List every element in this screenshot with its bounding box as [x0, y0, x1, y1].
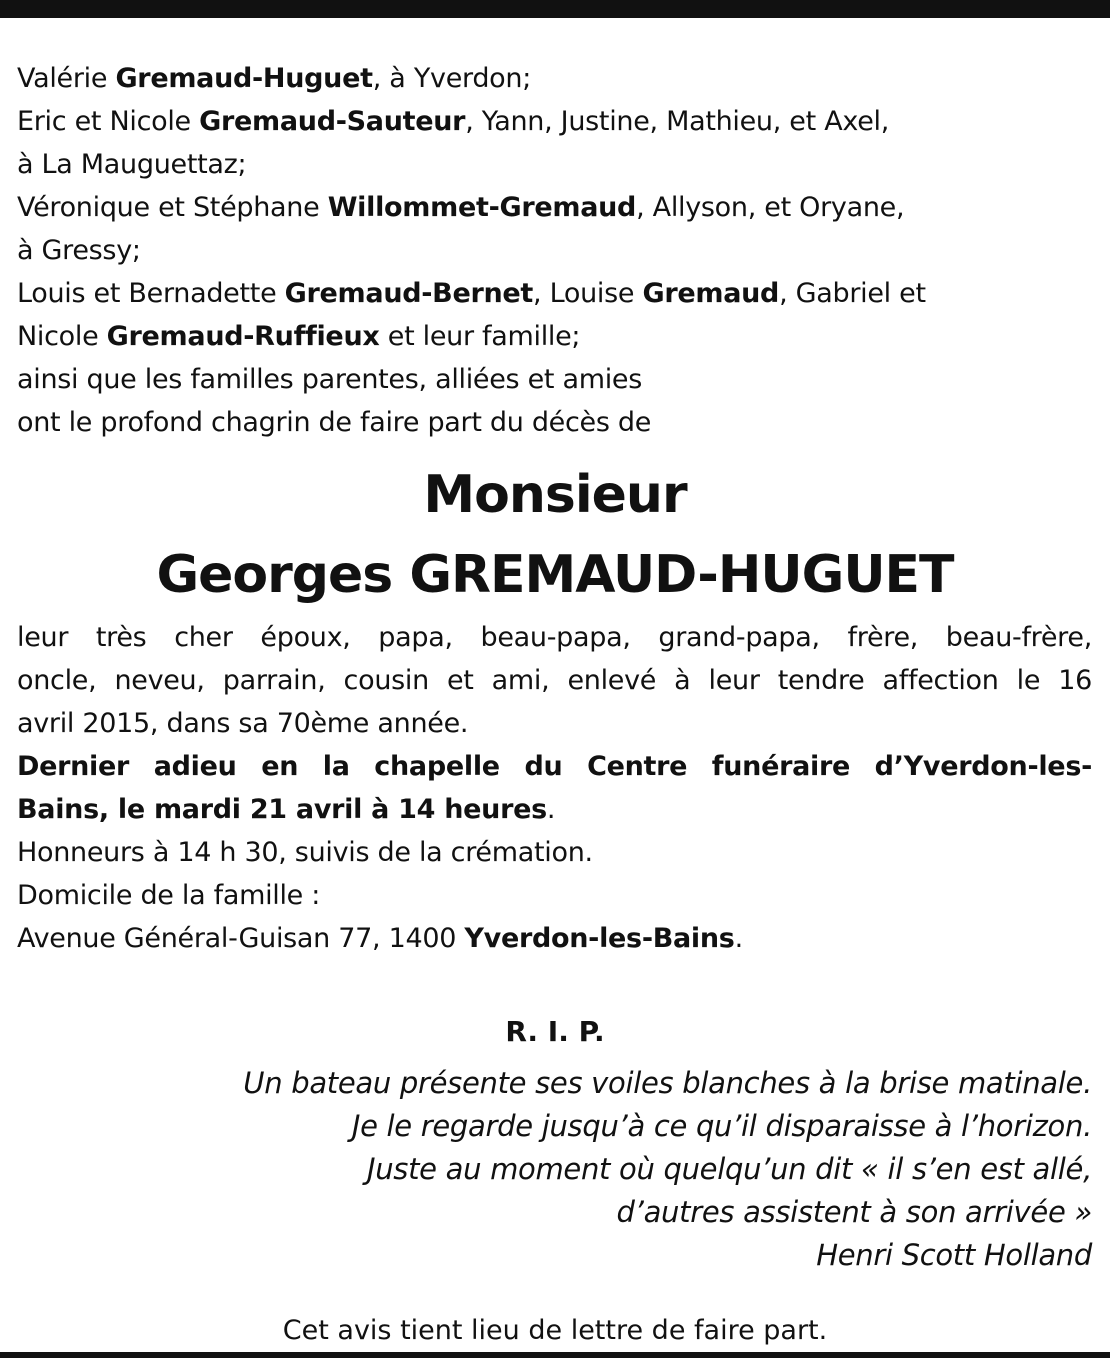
family-line	[17, 100, 1092, 143]
family-surname: Gremaud-Bernet	[284, 278, 534, 309]
address-text: Avenue Général-Guisan 77, 1400	[17, 923, 465, 954]
ceremony-line	[17, 745, 1092, 788]
ceremony-text: Dernier adieu en la chapelle du Centre funéraire d’Yverdon-les-	[17, 751, 1092, 782]
poem-line: Je le regarde jusqu’à ce qu’il disparaisse à l’horizon.	[351, 1109, 1092, 1143]
family-text: Nicole	[17, 321, 107, 352]
family-text: , Allyson, et Oryane,	[636, 192, 905, 223]
rip-heading: R. I. P.	[505, 1015, 605, 1048]
address-period: .	[734, 923, 743, 954]
family-line	[17, 272, 1092, 315]
poem-line: Juste au moment où quelqu’un dit « il s’en est allé,	[366, 1152, 1092, 1186]
address-city: Yverdon-les-Bains	[464, 923, 735, 954]
ceremony-period: .	[546, 794, 556, 825]
family-surname: Gremaud-Huguet	[115, 63, 373, 94]
footer-note: Cet avis tient lieu de lettre de faire part.	[282, 1315, 828, 1346]
family-line: à La Mauguettaz;	[17, 149, 247, 180]
domicile-label: Domicile de la famille :	[17, 880, 321, 911]
family-list	[17, 57, 1092, 444]
ceremony-text: Bains, le mardi 21 avril à 14 heures	[17, 794, 547, 825]
family-surname: Willommet-Gremaud	[327, 192, 637, 223]
family-surname: Gremaud-Sauteur	[199, 106, 466, 137]
family-text: , à Yverdon;	[372, 63, 532, 94]
honours-line: Honneurs à 14 h 30, suivis de la crémation.	[17, 837, 593, 868]
family-text: , Louise	[533, 278, 643, 309]
family-text: Louis et Bernadette	[17, 278, 285, 309]
deceased-name: Georges GREMAUD-HUGUET	[156, 545, 954, 605]
family-text: Eric et Nicole	[17, 106, 200, 137]
family-text: , Gabriel et	[779, 278, 926, 309]
body-line: avril 2015, dans sa 70ème année.	[17, 708, 469, 739]
family-surname: Gremaud-Ruffieux	[106, 321, 380, 352]
family-line	[17, 315, 1092, 358]
ceremony-line	[17, 788, 1092, 831]
family-line: à Gressy;	[17, 235, 141, 266]
family-line: ainsi que les familles parentes, alliées et amies	[17, 364, 643, 395]
notice-body	[17, 616, 1092, 960]
poem-author: Henri Scott Holland	[816, 1238, 1092, 1272]
poem-line: d’autres assistent à son arrivée »	[616, 1195, 1092, 1229]
family-surname: Gremaud	[642, 278, 780, 309]
top-rule	[0, 0, 1110, 18]
poem	[243, 1062, 1092, 1277]
family-line	[17, 57, 1092, 100]
poem-line: Un bateau présente ses voiles blanches à la brise matinale.	[243, 1066, 1092, 1100]
deceased-title: Monsieur	[423, 465, 687, 525]
family-text: Valérie	[17, 63, 116, 94]
family-text: , Yann, Justine, Mathieu, et Axel,	[465, 106, 890, 137]
body-line: leur très cher époux, papa, beau-papa, grand-papa, frère, beau-frère,	[17, 622, 1092, 653]
body-line: oncle, neveu, parrain, cousin et ami, enlevé à leur tendre affection le 16	[17, 665, 1092, 696]
bottom-rule	[0, 1352, 1110, 1358]
family-text: et leur famille;	[379, 321, 581, 352]
announcement-line: ont le profond chagrin de faire part du décès de	[17, 407, 652, 438]
family-line	[17, 186, 1092, 229]
address-line	[17, 917, 1092, 960]
family-text: Véronique et Stéphane	[17, 192, 328, 223]
